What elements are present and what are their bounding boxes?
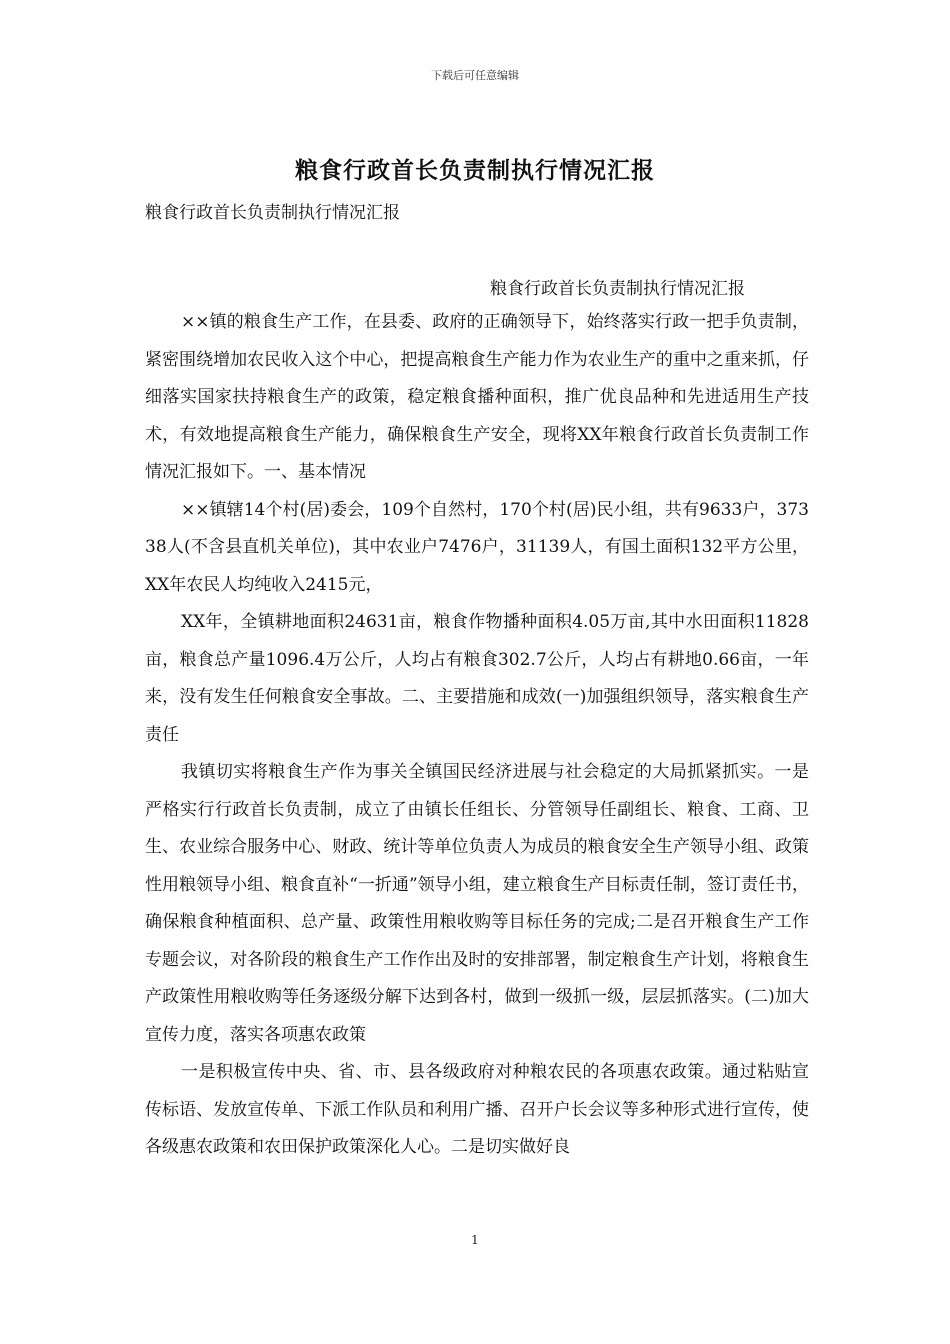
paragraph-4: 我镇切实将粮食生产作为事关全镇国民经济进展与社会稳定的大局抓紧抓实。一是严格实行行政首长负责制，成立了由镇长任组长、分管领导任副组长、粮食、工商、卫生、农业综合服务中心、财政、统计等单位负责人为成员的粮食安全生产领导小组、政策性用粮领导小组、粮食直补“一折通”领导小组，建立粮食生产目标责任制，签订责任书，确保粮食种植面积、总产量、政策性用粮收购等目标任务的完成;二是召开粮食生产工作专题会议，对各阶段的粮食生产工作作出及时的安排部署，制定粮食生产计划，将粮食生产政策性用粮收购等任务逐级分解下达到各村，做到一级抓一级，层层抓落实。(二)加大宣传力度，落实各项惠农政策 [145, 762, 809, 1045]
document-body [145, 198, 809, 1167]
page-number: 1 [471, 1233, 479, 1247]
document-subtitle: 粮食行政首长负责制执行情况汇报 [145, 203, 400, 223]
paragraph-1: ××镇的粮食生产工作，在县委、政府的正确领导下，始终落实行政一把手负责制，紧密围绕增加农民收入这个中心，把提高粮食生产能力作为农业生产的重中之重来抓，仔细落实国家扶持粮食生产的政策，稳定粮食播种面积，推广优良品种和先进适用生产技术，有效地提高粮食生产能力，确保粮食生产安全，现将XX年粮食行政首长负责制工作情况汇报如下。一、基本情况 [145, 312, 809, 482]
section-heading: 粮食行政首长负责制执行情况汇报 [490, 279, 745, 299]
paragraph-3: XX年，全镇耕地面积24631亩，粮食作物播种面积4.05万亩,其中水田面积11828亩，粮食总产量1096.4万公斤，人均占有粮食302.7公斤，人均占有耕地0.66亩，一年来，没有发生任何粮食安全事故。二、主要措施和成效(一)加强组织领导，落实粮食生产责任 [145, 612, 809, 745]
paragraph-2: ××镇辖14个村(居)委会，109个自然村，170个村(居)民小组，共有9633户，37338人(不含县直机关单位)，其中农业户7476户，31139人，有国土面积132平方公里，XX年农民人均纯收入2415元， [145, 499, 809, 595]
paragraph-5: 一是积极宣传中央、省、市、县各级政府对种粮农民的各项惠农政策。通过粘贴宣传标语、发放宣传单、下派工作队员和利用广播、召开户长会议等多种形式进行宣传，使各级惠农政策和农田保护政策深化人心。二是切实做好良 [145, 1062, 809, 1157]
page-header-note: 下载后可任意编辑 [431, 69, 519, 82]
document-title: 粮食行政首长负责制执行情况汇报 [295, 157, 655, 184]
